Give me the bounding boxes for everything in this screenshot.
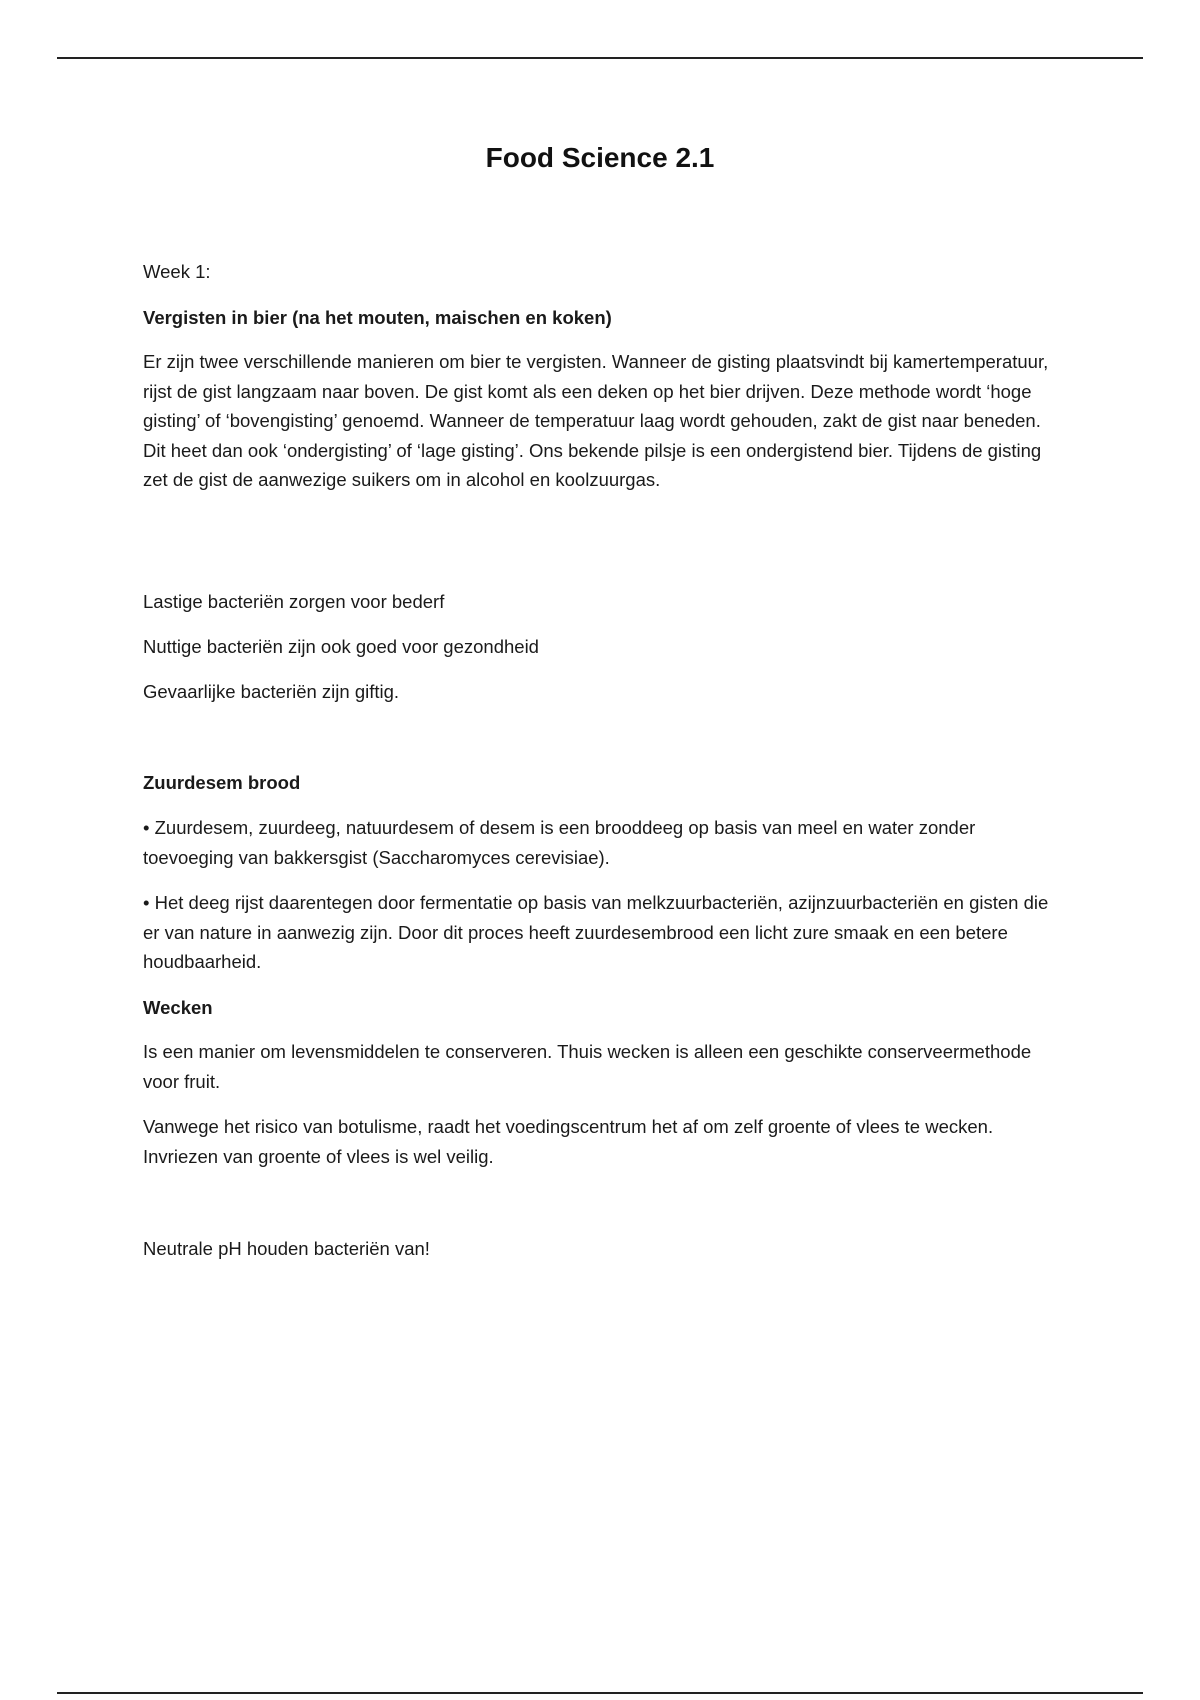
wecken-heading: Wecken <box>143 997 213 1018</box>
beer-heading: Vergisten in bier (na het mouten, maischen en koken) <box>143 307 612 328</box>
top-rule <box>57 57 1143 59</box>
wecken-paragraph-1: Is een manier om levensmiddelen te conserveren. Thuis wecken is alleen een geschikte conserveermethode voor fruit. <box>143 1041 1032 1092</box>
sourdough-bullet-1: • Zuurdesem, zuurdeeg, natuurdesem of desem is een brooddeeg op basis van meel en water zonder toevoeging van bakkersgist (Saccharomyces cerevisiae). <box>143 817 976 868</box>
page-title: Food Science 2.1 <box>485 142 715 173</box>
bacteria-line-1: Lastige bacteriën zorgen voor bederf <box>143 591 445 612</box>
wecken-paragraph-2: Vanwege het risico van botulisme, raadt het voedingscentrum het af om zelf groente of vlees te wecken. Invriezen van groente of vlees is wel veilig. <box>143 1116 994 1167</box>
ph-line: Neutrale pH houden bacteriën van! <box>143 1238 430 1259</box>
beer-paragraph: Er zijn twee verschillende manieren om bier te vergisten. Wanneer de gisting plaatsvindt bij kamertemperatuur, rijst de gist langzaam naar boven. De gist komt als een deken op het bier drijven. Deze methode wordt ‘hoge gisting’ of ‘bovengisting’ genoemd. Wanneer de temperatuur laag wordt gehouden, zakt de gist naar beneden. Dit heet dan ook ‘ondergisting’ of ‘lage gisting’. Ons bekende pilsje is een ondergistend bier. Tijdens de gisting zet de gist de aanwezige suikers om in alcohol en koolzuurgas. <box>143 351 1049 490</box>
sourdough-heading: Zuurdesem brood <box>143 772 301 793</box>
bacteria-line-2: Nuttige bacteriën zijn ook goed voor gezondheid <box>143 636 539 657</box>
bottom-rule <box>57 1692 1143 1694</box>
bacteria-line-3: Gevaarlijke bacteriën zijn giftig. <box>143 681 400 702</box>
week-label: Week 1: <box>143 261 211 282</box>
sourdough-bullet-2: • Het deeg rijst daarentegen door fermentatie op basis van melkzuurbacteriën, azijnzuurbacteriën en gisten die er van nature in aanwezig zijn. Door dit proces heeft zuurdesembrood een licht zure smaak en een betere houdbaarheid. <box>143 892 1049 972</box>
